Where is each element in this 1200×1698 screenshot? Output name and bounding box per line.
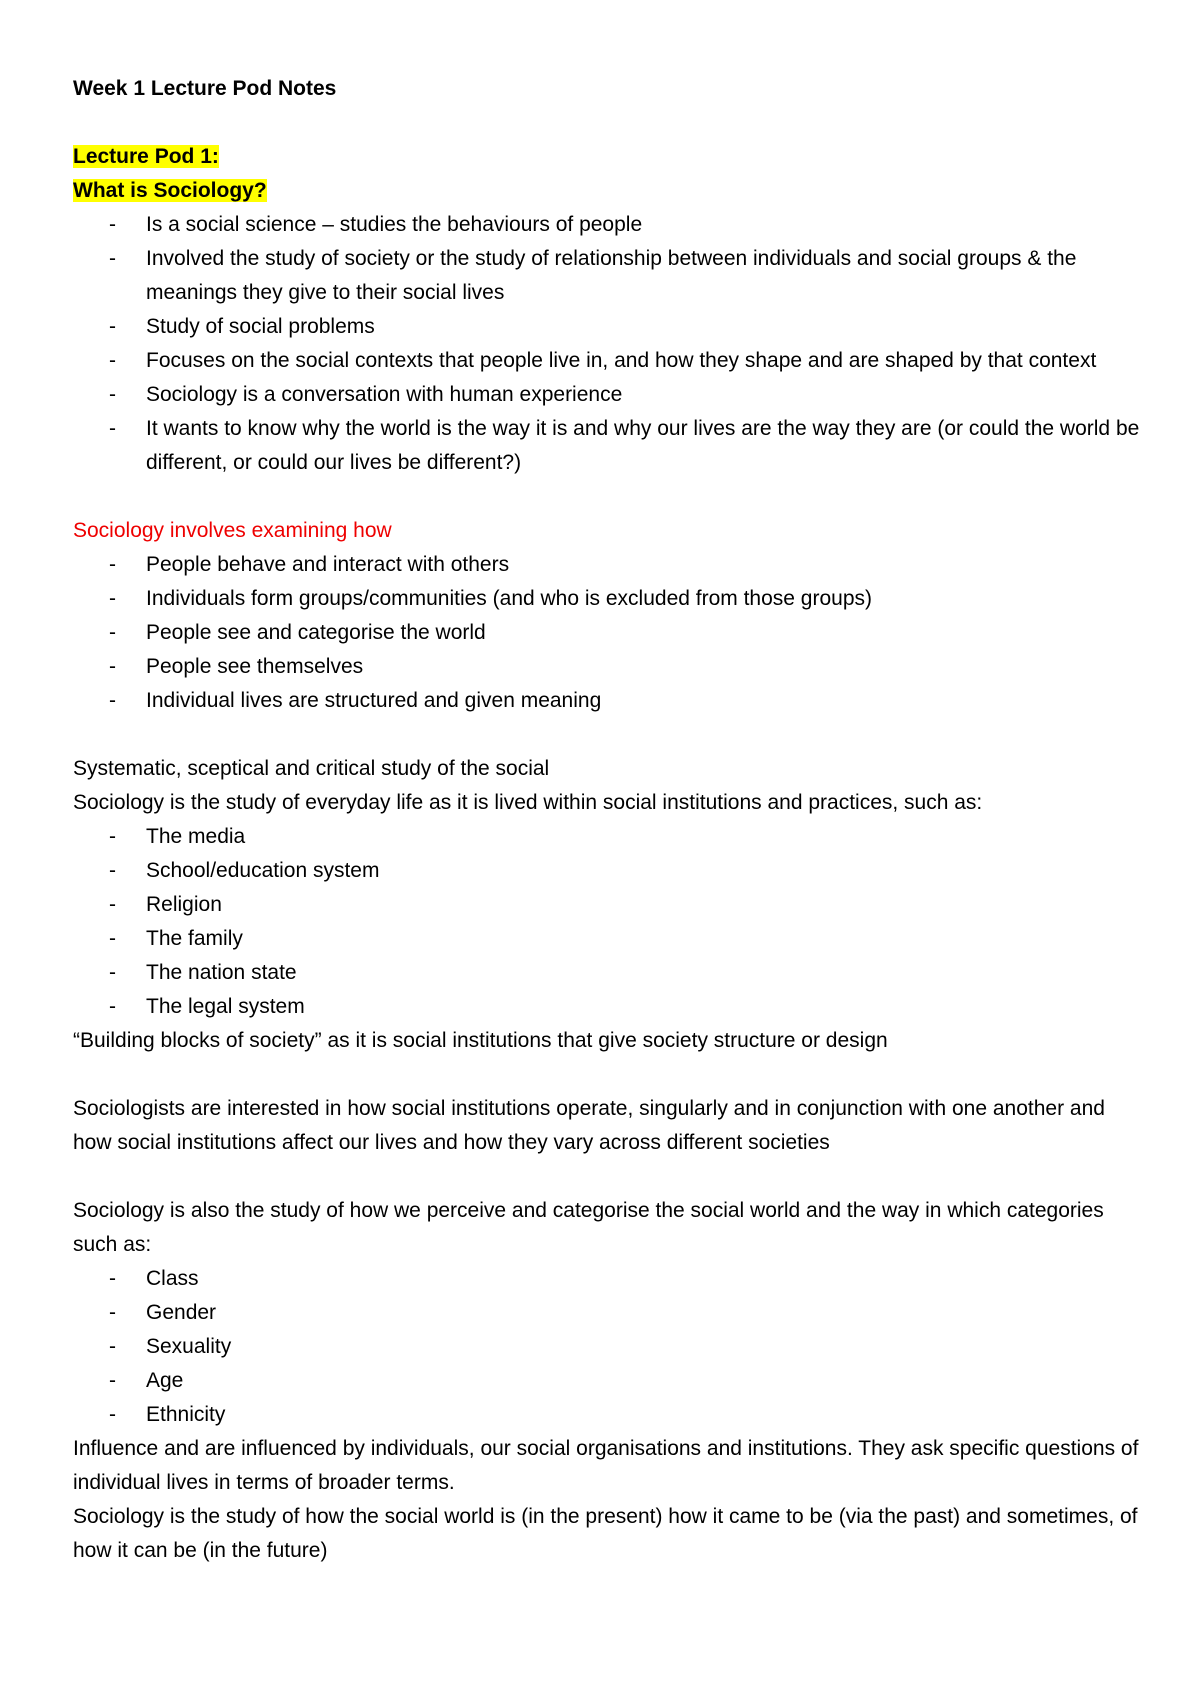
list-item: - People see themselves	[73, 650, 1140, 684]
pod-heading	[73, 140, 1140, 174]
section4-after2: Sociology is the study of how the social world is (in the present) how it came to be (via the past) and sometimes, of how it can be (in the future)	[73, 1505, 1138, 1562]
list-item: - The legal system	[73, 990, 1140, 1024]
section3-list	[73, 820, 1140, 1024]
list-item: - Ethnicity	[73, 1398, 1140, 1432]
list-item: - School/education system	[73, 854, 1140, 888]
spacer	[73, 106, 1140, 140]
list-item: - Class	[73, 1262, 1140, 1296]
section2-heading: Sociology involves examining how	[73, 519, 392, 542]
section4-list	[73, 1262, 1140, 1432]
section3-after: “Building blocks of society” as it is social institutions that give society structure or design	[73, 1029, 888, 1052]
list-item: - Individuals form groups/communities (and who is excluded from those groups)	[73, 582, 1140, 616]
spacer	[73, 1160, 1140, 1194]
list-item: - Is a social science – studies the behaviours of people	[73, 208, 1140, 242]
section3-line1: Systematic, sceptical and critical study of the social	[73, 757, 550, 780]
list-item: - The nation state	[73, 956, 1140, 990]
list-item: - Religion	[73, 888, 1140, 922]
institutions-paragraph: Sociologists are interested in how social institutions operate, singularly and in conjunction with one another and how social institutions affect our lives and how they vary across different societies	[73, 1097, 1105, 1154]
section4-intro: Sociology is also the study of how we perceive and categorise the social world and the way in which categories such as:	[73, 1199, 1104, 1256]
list-item: - Gender	[73, 1296, 1140, 1330]
list-item: - Individual lives are structured and given meaning	[73, 684, 1140, 718]
list-item: - Sexuality	[73, 1330, 1140, 1364]
list-item: - Age	[73, 1364, 1140, 1398]
spacer	[73, 1058, 1140, 1092]
section1-list	[73, 208, 1140, 480]
section1-heading-text: What is Sociology?	[73, 179, 267, 202]
list-item: - Involved the study of society or the study of relationship between individuals and social groups & the meanings they give to their social lives	[73, 242, 1140, 310]
list-item: - The family	[73, 922, 1140, 956]
list-item: - People behave and interact with others	[73, 548, 1140, 582]
list-item: - Sociology is a conversation with human experience	[73, 378, 1140, 412]
list-item: - Study of social problems	[73, 310, 1140, 344]
spacer	[73, 718, 1140, 752]
list-item: - It wants to know why the world is the way it is and why our lives are the way they are (or could the world be different, or could our lives be different?)	[73, 412, 1140, 480]
section3-line2: Sociology is the study of everyday life as it is lived within social institutions and practices, such as:	[73, 791, 983, 814]
list-item: - Focuses on the social contexts that people live in, and how they shape and are shaped by that context	[73, 344, 1140, 378]
spacer	[73, 480, 1140, 514]
document-title: Week 1 Lecture Pod Notes	[73, 77, 337, 100]
list-item: - The media	[73, 820, 1140, 854]
section4-after1: Influence and are influenced by individuals, our social organisations and institutions. They ask specific questions of individual lives in terms of broader terms.	[73, 1437, 1139, 1494]
section1-heading	[73, 174, 1140, 208]
list-item: - People see and categorise the world	[73, 616, 1140, 650]
section2-list	[73, 548, 1140, 718]
pod-heading-text: Lecture Pod 1:	[73, 145, 219, 168]
